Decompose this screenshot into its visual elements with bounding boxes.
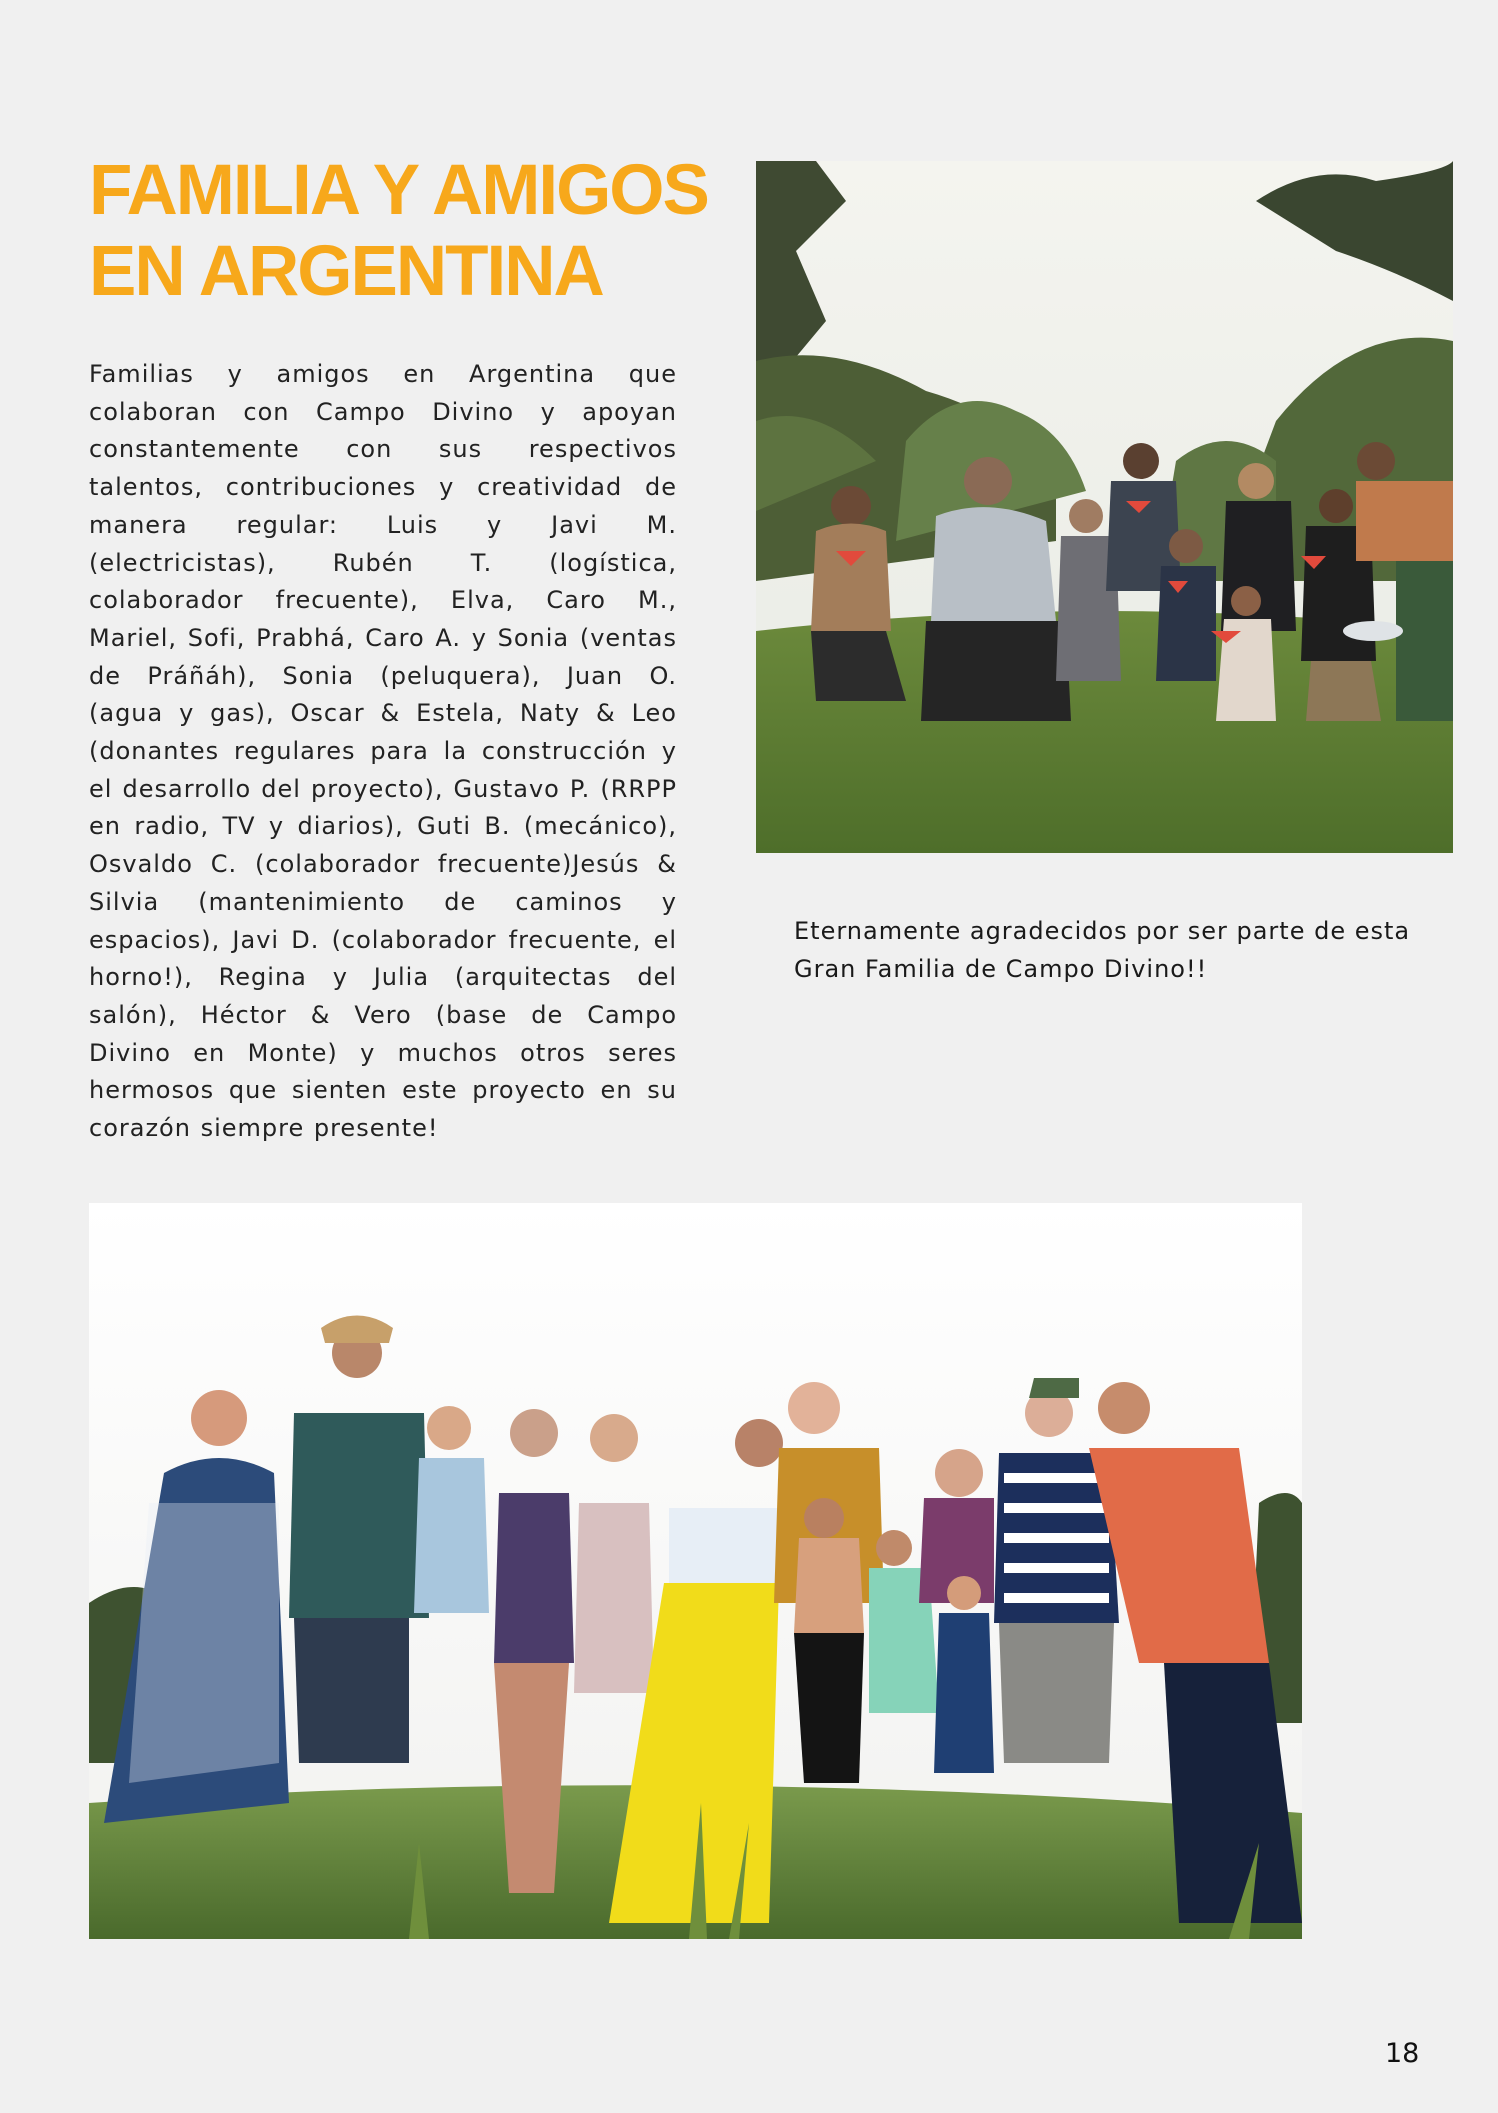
group-photo-family — [89, 1203, 1302, 1939]
group-photo-family-illustration — [89, 1203, 1302, 1939]
page-title-line-1: FAMILIA Y AMIGOS — [89, 151, 708, 230]
page-number: 18 — [1385, 2038, 1420, 2069]
page-title — [89, 150, 739, 312]
group-photo-watermelon-illustration — [756, 161, 1453, 853]
page-title-line-2: EN ARGENTINA — [89, 232, 603, 311]
photo-caption: Eternamente agradecidos por ser parte de esta Gran Familia de Campo Divino!! — [794, 917, 1411, 983]
group-photo-watermelon — [756, 161, 1453, 853]
body-paragraph: Familias y amigos en Argentina que colaboran con Campo Divino y apoyan constantemente con sus respectivos talentos, contribuciones y creatividad de manera regular: Luis y Javi M. (electricistas), Rubén T. (logística, colaborador frecuente), Elva, Caro M., Mariel, Sofi, Prabhá, Caro A. y Sonia (ventas de Práñáh), Sonia (peluquera), Juan O. (agua y gas), Oscar & Estela, Naty & Leo (donantes regulares para la construcción y el desarrollo del proyecto), Gustavo P. (RRPP en radio, TV y diarios), Guti B. (mecánico), Osvaldo C. (colaborador frecuente)Jesús & Silvia (mantenimiento de caminos y espacios), Javi D. (colaborador frecuente, el horno!), Regina y Julia (arquitectas del salón), Héctor & Vero (base de Campo Divino en Monte) y muchos otros seres hermosos que sienten este proyecto en su corazón siempre presente! — [89, 360, 677, 1143]
